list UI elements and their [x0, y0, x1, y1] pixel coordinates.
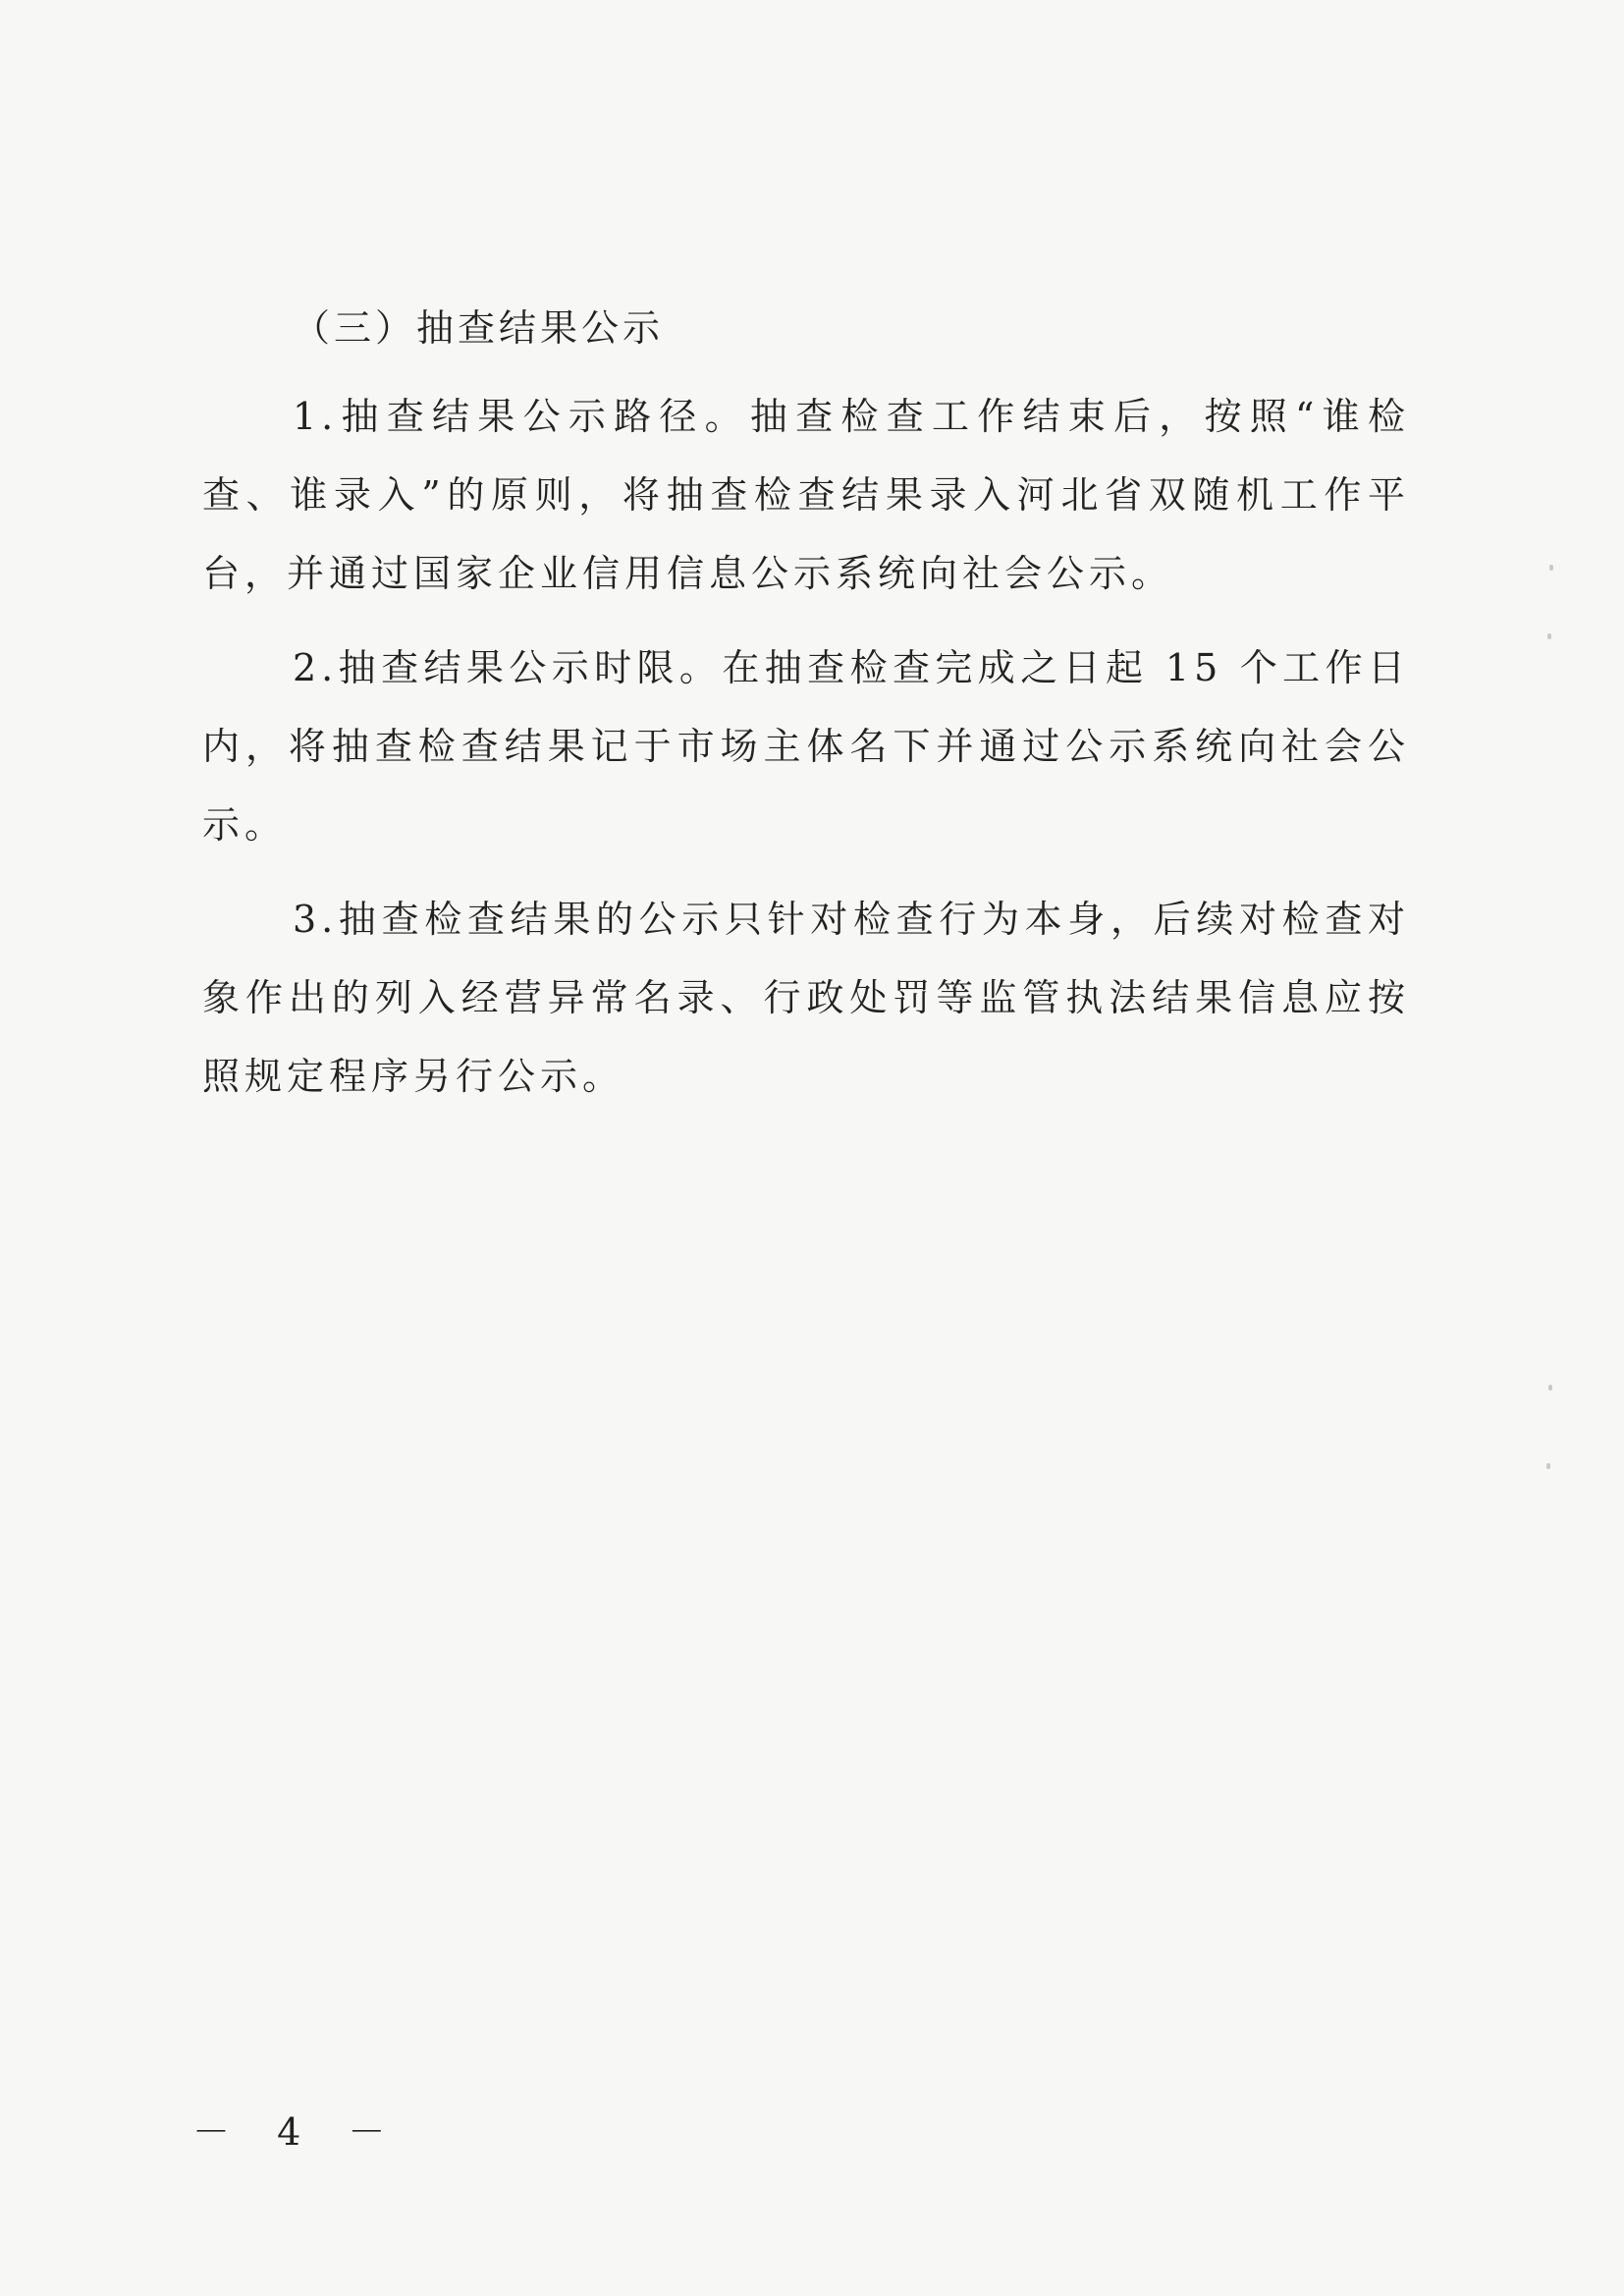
- scan-speck: [1547, 633, 1551, 639]
- scan-speck: [1546, 1463, 1550, 1469]
- paragraph-3: 3.抽查检查结果的公示只针对检查行为本身，后续对检查对象作出的列入经营异常名录、行政处罚等监管执法结果信息应按照规定程序另行公示。: [202, 898, 1410, 1098]
- page-number: － 4 －: [192, 2110, 404, 2154]
- scan-speck: [1548, 1385, 1552, 1391]
- document-body: [202, 295, 1410, 1131]
- section-heading: （三）抽查结果公示: [293, 306, 665, 350]
- scan-speck: [1549, 565, 1553, 571]
- paragraph-1: 1.抽查结果公示路径。抽查检查工作结束后，按照“谁检查、谁录入”的原则，将抽查检查结果录入河北省双随机工作平台，并通过国家企业信用信息公示系统向社会公示。: [202, 395, 1410, 595]
- paragraph-2: 2.抽查结果公示时限。在抽查检查完成之日起 15 个工作日内，将抽查检查结果记于市场主体名下并通过公示系统向社会公示。: [202, 646, 1410, 847]
